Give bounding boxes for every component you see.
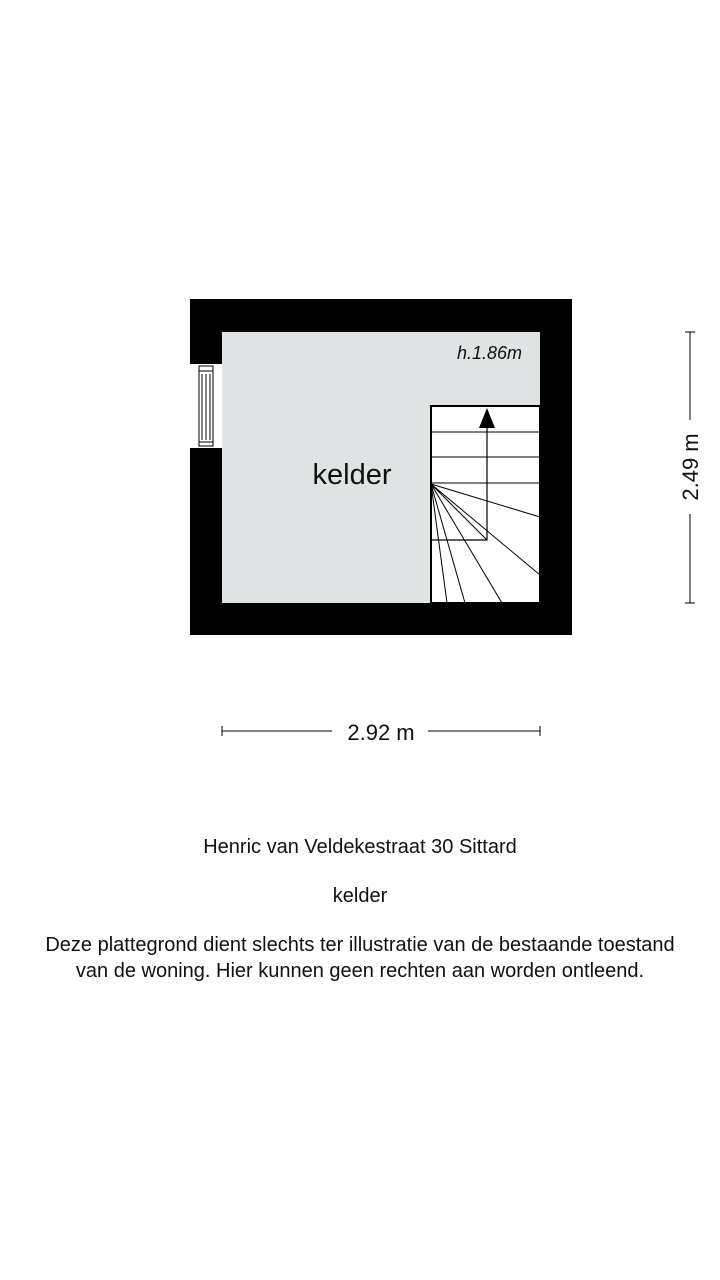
- width-dimension-label: 2.92 m: [347, 720, 415, 745]
- floor-caption: kelder: [332, 885, 388, 907]
- room-label: kelder: [312, 459, 392, 491]
- disclaimer-line-1: Deze plattegrond dient slechts ter illustratie van de bestaande toestand: [45, 934, 675, 956]
- disclaimer: [0, 932, 720, 984]
- ceiling-height-label: h.1.86m: [456, 343, 522, 363]
- window: [190, 364, 222, 448]
- address-caption: Henric van Veldekestraat 30 Sittard: [203, 836, 517, 858]
- staircase: [431, 406, 540, 603]
- depth-dimension-label: 2.49 m: [678, 433, 703, 501]
- disclaimer-line-2: van de woning. Hier kunnen geen rechten aan worden ontleend.: [75, 960, 645, 982]
